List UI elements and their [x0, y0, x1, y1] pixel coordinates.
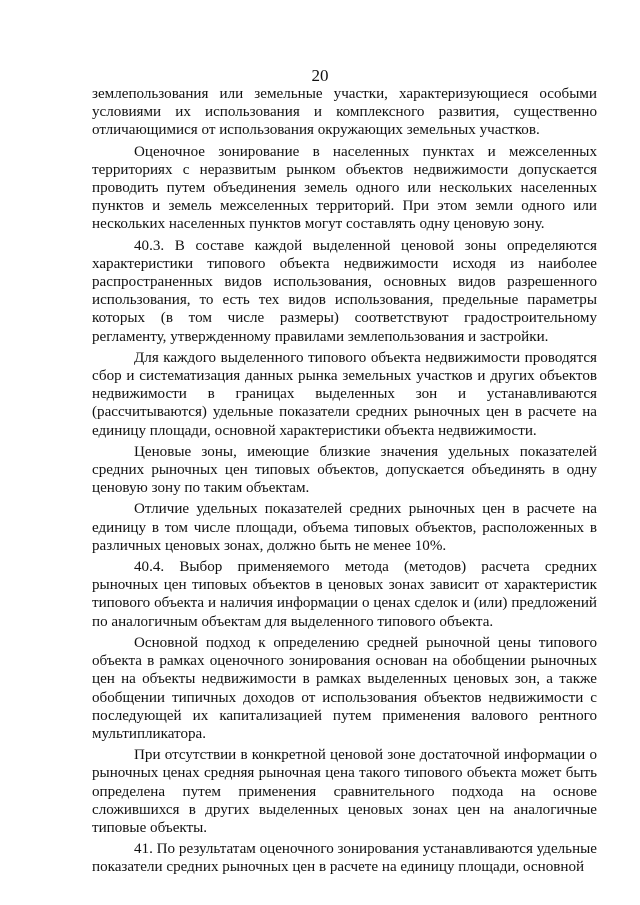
paragraph: Основной подход к определению средней рыночной цены типового объекта в рамках оценочного зонирования основан на обобщении рыночных цен на объекты недвижимости в рамках выделенных ценовых зон, а также обобщении типичных доходов от использования объектов недвижимости с последующей их капитализацией путем применения валового рентного мультипликатора. — [92, 634, 597, 742]
paragraph: Для каждого выделенного типового объекта недвижимости проводятся сбор и систематизация данных рынка земельных участков и других объектов недвижимости в границах выделенных зон и устанавливаются (рассчитываются) удельные показатели средних рыночных цен в расчете на единицу площади, основной характеристики объекта недвижимости. — [92, 349, 597, 439]
paragraph-40-3: 40.3. В составе каждой выделенной ценовой зоны определяются характеристики типового объекта недвижимости исходя из наиболее распространенных видов использования, основных видов разрешенного использования, то есть тех видов использования, предельные параметры которых (в том числе размеры) соответствуют градостроительному регламенту, утвержденному правилами землепользования и застройки. — [92, 237, 597, 345]
paragraph-40-4: 40.4. Выбор применяемого метода (методов) расчета средних рыночных цен типовых объектов в ценовых зонах зависит от характеристик типового объекта и наличия информации о ценах сделок и (или) предложений по аналогичным объектам для выделенного типового объекта. — [92, 559, 597, 630]
paragraph-continuation: землепользования или земельные участки, характеризующиеся особыми условиями их использования и комплексного развития, существенно отличающимися от использования окружающих земельных участков. — [92, 86, 597, 139]
page-number: 20 — [311, 66, 329, 85]
paragraph-41: 41. По результатам оценочного зонирования устанавливаются удельные показатели средних рыночных цен в расчете на единицу площади, основной — [92, 841, 597, 876]
paragraph: Ценовые зоны, имеющие близкие значения удельных показателей средних рыночных цен типовых объектов, допускается объединять в одну ценовую зону по таким объектам. — [92, 443, 597, 497]
paragraph: При отсутствии в конкретной ценовой зоне достаточной информации о рыночных ценах средняя рыночная цена такого типового объекта может быть определена путем применения сравнительного подхода на основе сложившихся в других выделенных ценовых зонах цен на аналогичные типовые объекты. — [92, 747, 597, 836]
paragraph: Оценочное зонирование в населенных пунктах и межселенных территориях с неразвитым рынком объектов недвижимости допускается проводить путем объединения земель одного или нескольких населенных пунктов и земель межселенных территорий. При этом земли одного или нескольких населенных пунктов могут составлять одну ценовую зону. — [92, 143, 597, 233]
paragraph: Отличие удельных показателей средних рыночных цен в расчете на единицу в том числе площади, объема типовых объектов, расположенных в различных ценовых зонах, должно быть не менее 10%. — [92, 501, 597, 554]
document-body — [92, 85, 597, 880]
